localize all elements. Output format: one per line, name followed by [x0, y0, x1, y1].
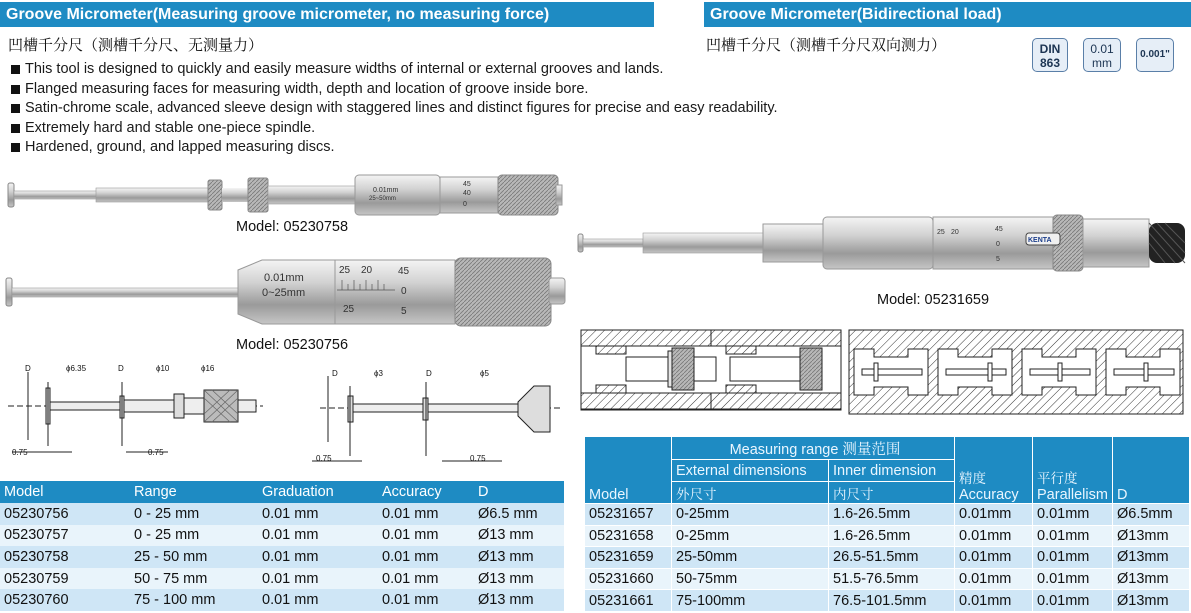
table-cell: 0 - 25 mm	[134, 505, 200, 522]
micrometer-05230756-image	[0, 250, 570, 332]
diagram-label: ϕ16	[201, 364, 215, 373]
inch-resolution-badge	[1136, 38, 1174, 72]
din-badge-line1: DIN	[1039, 42, 1061, 56]
sleeve-mark: 20	[951, 229, 959, 236]
table-cell: 0.01mm	[955, 568, 1033, 590]
table-cell: 51.5-76.5mm	[829, 568, 955, 590]
inch-badge-text: 0.001"	[1140, 49, 1170, 60]
table-cell: 25-50mm	[672, 547, 829, 569]
internal-groove-diagram	[580, 329, 842, 411]
table-cell: 75 - 100 mm	[134, 592, 216, 609]
diagram-label: D	[332, 369, 338, 378]
right-chinese-title: 凹槽千分尺（测槽千分尺双向测力）	[706, 36, 947, 54]
parallelism-cn-label: 平行度	[1037, 471, 1078, 487]
table-cell: 05230759	[4, 570, 69, 587]
sleeve-mark: 25	[343, 304, 355, 315]
diagram-label: D	[426, 369, 432, 378]
table-row	[585, 547, 1190, 569]
column-header: Inner dimension	[829, 460, 955, 482]
table-row	[0, 525, 564, 547]
din-badge-line2: 863	[1039, 56, 1061, 70]
sleeve-text-2: 0~25mm	[262, 287, 306, 299]
feature-item: Flanged measuring faces for measuring width, depth and location of groove inside bore.	[10, 80, 700, 100]
column-header-parallelism	[1033, 437, 1113, 504]
table-cell: 0.01mm	[1033, 568, 1113, 590]
sleeve-mark: 20	[361, 265, 373, 276]
feature-item: Satin-chrome scale, advanced sleeve design with staggered lines and distinct figures for precise and easy readability.	[10, 99, 700, 119]
diagram-label: ϕ6.35	[66, 364, 87, 373]
column-header: D	[1113, 437, 1190, 504]
table-cell: 0.01mm	[1033, 590, 1113, 612]
table-cell: 05231658	[585, 525, 672, 547]
sleeve-text-2: 25~50mm	[369, 196, 396, 202]
thimble-mark: 5	[996, 256, 1000, 263]
table-cell: 05230756	[4, 505, 69, 522]
resolution-badge-line1: 0.01	[1090, 42, 1114, 56]
table-cell: 0.01 mm	[382, 592, 439, 609]
right-spec-table	[584, 436, 1190, 612]
table-cell: 25 - 50 mm	[134, 548, 208, 565]
table-row	[0, 546, 564, 568]
thimble-mark: 0	[401, 286, 407, 297]
diagram-label: 0.75	[148, 448, 164, 457]
table-cell: Ø13mm	[1113, 590, 1190, 612]
din-863-badge	[1032, 38, 1068, 72]
feature-item: This tool is designed to quickly and easily measure widths of internal or external grooves and lands.	[10, 60, 700, 80]
column-header: D	[478, 484, 489, 500]
table-cell: 0.01mm	[955, 504, 1033, 526]
thimble-mark: 45	[463, 181, 471, 188]
table-row	[585, 590, 1190, 612]
table-cell: 0.01 mm	[262, 505, 319, 522]
group-header-text: Measuring range 测量范围	[729, 441, 901, 458]
table-cell: Ø6.5 mm	[478, 505, 538, 522]
table-row	[585, 504, 1190, 526]
table-cell: 0.01 mm	[262, 527, 319, 544]
table-cell: 0.01mm	[955, 590, 1033, 612]
table-header-row	[585, 437, 1190, 460]
table-cell: 0.01 mm	[382, 505, 439, 522]
table-cell: 05230758	[4, 548, 69, 565]
groove-width-diagram	[848, 329, 1184, 415]
tool-shape	[8, 175, 562, 215]
sleeve-mark: 25	[339, 265, 351, 276]
micrometer-05230758-image	[0, 158, 570, 218]
table-cell: 1.6-26.5mm	[829, 525, 955, 547]
right-title-bar	[704, 2, 1191, 27]
diagram-label: D	[25, 364, 31, 373]
resolution-badge-line2: mm	[1092, 56, 1112, 70]
resolution-badge	[1083, 38, 1121, 72]
thimble-mark: 0	[463, 201, 467, 208]
thimble-mark: 5	[401, 306, 407, 317]
feature-item: Extremely hard and stable one-piece spindle.	[10, 119, 700, 139]
table-cell: 0.01 mm	[382, 570, 439, 587]
column-header: Range	[134, 484, 177, 500]
table-cell: 50-75mm	[672, 568, 829, 590]
table-cell: 76.5-101.5mm	[829, 590, 955, 612]
column-header: 外尺寸	[672, 482, 829, 504]
sleeve-mark: 25	[937, 229, 945, 236]
table-row	[0, 568, 564, 590]
table-cell: 0-25mm	[672, 525, 829, 547]
table-cell: 05231660	[585, 568, 672, 590]
column-header-accuracy	[955, 437, 1033, 504]
model-caption-05230756: Model: 05230756	[236, 337, 349, 353]
column-header: External dimensions	[672, 460, 829, 482]
column-header: Graduation	[262, 484, 334, 500]
left-title: Groove Micrometer(Measuring groove micrometer, no measuring force)	[6, 6, 550, 23]
table-cell: 0.01mm	[955, 525, 1033, 547]
tool-shape	[578, 215, 1185, 271]
column-header: 内尺寸	[829, 482, 955, 504]
table-cell: 05230757	[4, 527, 69, 544]
table-cell: 0.01mm	[1033, 504, 1113, 526]
diagram-label: 0.75	[12, 448, 28, 457]
dimension-diagram-a	[8, 362, 270, 462]
accuracy-en-label: Accuracy	[959, 487, 1019, 503]
diagram-label: D	[118, 364, 124, 373]
table-cell: 75-100mm	[672, 590, 829, 612]
table-cell: 0.01 mm	[382, 548, 439, 565]
table-cell: Ø13 mm	[478, 570, 534, 587]
diagram-lines	[8, 372, 263, 452]
table-cell: 26.5-51.5mm	[829, 547, 955, 569]
thimble-mark: 40	[463, 190, 471, 197]
micrometer-05231659-image	[576, 205, 1190, 285]
table-cell: 0.01mm	[955, 547, 1033, 569]
feature-item: Hardened, ground, and lapped measuring discs.	[10, 138, 700, 158]
table-cell: 0 - 25 mm	[134, 527, 200, 544]
diagram-label: ϕ10	[156, 364, 170, 373]
table-cell: Ø13mm	[1113, 525, 1190, 547]
sleeve-text-1: 0.01mm	[264, 272, 304, 284]
table-cell: 05231661	[585, 590, 672, 612]
diagram-label: 0.75	[316, 454, 332, 463]
dimension-diagram-b	[302, 362, 564, 466]
thimble-mark: 45	[995, 226, 1003, 233]
table-cell: 1.6-26.5mm	[829, 504, 955, 526]
table-cell: Ø13mm	[1113, 547, 1190, 569]
diagram-label: ϕ5	[480, 369, 489, 378]
table-row	[0, 589, 564, 611]
table-cell: 0.01 mm	[262, 592, 319, 609]
model-caption-05230758: Model: 05230758	[236, 219, 349, 235]
brand-logo: KENTA	[1028, 237, 1052, 244]
left-chinese-title: 凹槽千分尺（测槽千分尺、无测量力）	[8, 36, 264, 54]
table-cell: 0.01mm	[1033, 525, 1113, 547]
column-header: Accuracy	[382, 484, 442, 500]
table-row	[585, 525, 1190, 547]
diagram-label: ϕ3	[374, 369, 383, 378]
table-cell: 0.01 mm	[262, 548, 319, 565]
table-cell: Ø13mm	[1113, 568, 1190, 590]
left-spec-table	[0, 481, 564, 611]
table-cell: Ø13 mm	[478, 548, 534, 565]
group-header	[672, 437, 955, 460]
right-title: Groove Micrometer(Bidirectional load)	[710, 6, 1002, 23]
diagram-lines	[312, 376, 562, 461]
table-cell: 05231657	[585, 504, 672, 526]
parallelism-en-label: Parallelism	[1037, 487, 1108, 503]
table-cell: Ø6.5mm	[1113, 504, 1190, 526]
accuracy-cn-label: 精度	[959, 471, 986, 487]
column-header: Model	[585, 437, 672, 504]
table-cell: 0.01mm	[1033, 547, 1113, 569]
table-cell: Ø13 mm	[478, 527, 534, 544]
model-caption-05231659: Model: 05231659	[877, 292, 990, 308]
left-title-bar	[0, 2, 654, 27]
table-cell: 05231659	[585, 547, 672, 569]
table-cell: 0.01 mm	[262, 570, 319, 587]
feature-list	[10, 60, 778, 158]
sleeve-text-1: 0.01mm	[373, 187, 399, 194]
table-row	[0, 503, 564, 525]
table-row	[585, 568, 1190, 590]
thimble-mark: 45	[398, 266, 410, 277]
table-cell: 0.01 mm	[382, 527, 439, 544]
table-cell: 05230760	[4, 592, 69, 609]
table-cell: Ø13 mm	[478, 592, 534, 609]
diagram-label: 0.75	[470, 454, 486, 463]
table-header-row	[0, 481, 564, 503]
table-cell: 0-25mm	[672, 504, 829, 526]
table-cell: 50 - 75 mm	[134, 570, 208, 587]
thimble-mark: 0	[996, 241, 1000, 248]
column-header: Model	[4, 484, 44, 500]
